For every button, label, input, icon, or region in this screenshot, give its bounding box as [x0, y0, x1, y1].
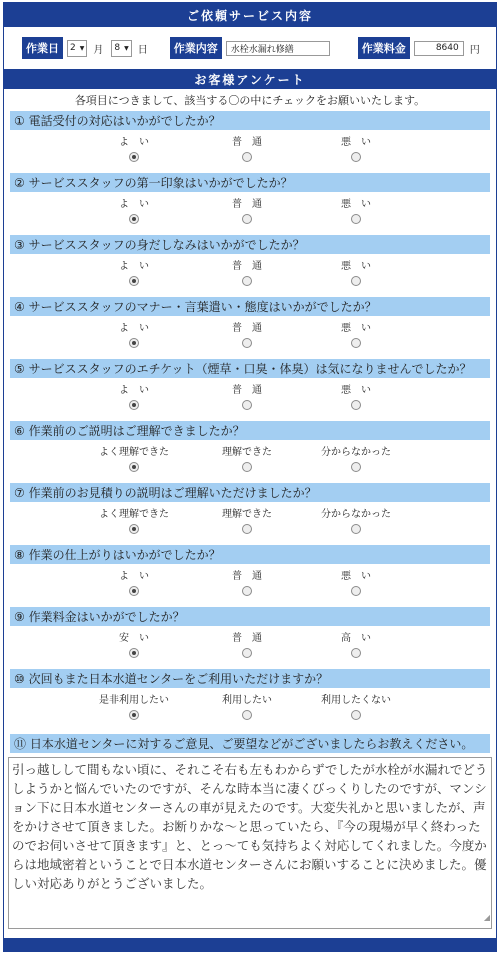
radio-group: [4, 688, 496, 728]
survey-instruction: 各項目につきまして、該当する〇の中にチェックをお願いいたします。: [74, 94, 426, 107]
radio-option[interactable]: [74, 136, 194, 162]
radio-label: 悪 い: [341, 199, 371, 210]
question-11-text: ⑪ 日本水道センターに対するご意見、ご要望などがございましたらお教えください。: [10, 734, 490, 753]
radio-label: 悪 い: [341, 137, 371, 148]
radio-button[interactable]: [129, 152, 139, 162]
day-value: 8: [114, 43, 121, 53]
radio-label: よ い: [119, 137, 149, 148]
radio-option[interactable]: [296, 198, 416, 224]
question-2: [4, 173, 496, 235]
radio-group: [4, 440, 496, 480]
radio-label: よく理解できた: [99, 509, 169, 520]
date-label: 作業日: [22, 37, 63, 59]
question-text: ⑧ 作業の仕上がりはいかがでしたか？: [10, 545, 490, 564]
radio-option[interactable]: [187, 384, 307, 410]
footer-bar: [4, 938, 496, 951]
fee-unit: 円: [469, 44, 480, 56]
month-select[interactable]: [67, 40, 87, 57]
radio-group: [4, 316, 496, 356]
question-5: [4, 359, 496, 421]
day-select[interactable]: [111, 40, 131, 57]
radio-button[interactable]: [351, 152, 361, 162]
radio-option[interactable]: [187, 446, 307, 472]
question-text: ⑦ 作業前のお見積りの説明はご理解いただけましたか？: [10, 483, 490, 502]
radio-option[interactable]: [187, 260, 307, 286]
radio-group: [4, 130, 496, 170]
radio-option[interactable]: [296, 632, 416, 658]
radio-label: 悪 い: [341, 323, 371, 334]
radio-button[interactable]: [351, 710, 361, 720]
radio-label: よ い: [119, 261, 149, 272]
radio-option[interactable]: [187, 694, 307, 720]
radio-option[interactable]: [187, 570, 307, 596]
radio-button[interactable]: [242, 648, 252, 658]
radio-group: [4, 502, 496, 542]
radio-group: [4, 378, 496, 418]
radio-option[interactable]: [187, 136, 307, 162]
radio-option[interactable]: [296, 384, 416, 410]
radio-option[interactable]: [74, 632, 194, 658]
radio-button[interactable]: [242, 214, 252, 224]
question-6: [4, 421, 496, 483]
content-label: 作業内容: [170, 37, 222, 59]
radio-button[interactable]: [129, 586, 139, 596]
radio-label: 普 通: [232, 385, 262, 396]
service-row: [4, 27, 496, 69]
radio-label: 分からなかった: [321, 509, 391, 520]
radio-option[interactable]: [74, 384, 194, 410]
survey-header: [4, 69, 496, 89]
radio-label: 悪 い: [341, 385, 371, 396]
question-text: ⑤ サービススタッフのエチケット（煙草・口臭・体臭）は気になりませんでしたか？: [10, 359, 490, 378]
radio-label: 高 い: [341, 633, 371, 644]
radio-option[interactable]: [187, 632, 307, 658]
question-list: [4, 111, 496, 731]
radio-label: 利用したい: [222, 695, 272, 706]
day-unit: 日: [137, 44, 148, 56]
question-text: ⑥ 作業前のご説明はご理解できましたか？: [10, 421, 490, 440]
radio-button[interactable]: [242, 462, 252, 472]
radio-label: よ い: [119, 385, 149, 396]
radio-group: [4, 192, 496, 232]
radio-button[interactable]: [351, 648, 361, 658]
radio-option[interactable]: [187, 508, 307, 534]
radio-label: 普 通: [232, 323, 262, 334]
fee-field[interactable]: 8640: [414, 41, 464, 56]
question-1: [4, 111, 496, 173]
question-10: [4, 669, 496, 731]
radio-label: よ い: [119, 571, 149, 582]
fee-label: 作業料金: [358, 37, 410, 59]
radio-label: 安 い: [119, 633, 149, 644]
month-unit: 月: [93, 44, 104, 56]
radio-button[interactable]: [242, 586, 252, 596]
radio-button[interactable]: [351, 462, 361, 472]
question-text: ④ サービススタッフのマナー・言葉遣い・態度はいかがでしたか？: [10, 297, 490, 316]
service-header-title: ご依頼サービス内容: [186, 8, 313, 23]
radio-group: [4, 564, 496, 604]
month-value: 2: [70, 43, 76, 53]
survey-form: [3, 2, 497, 952]
survey-title: お客様アンケート: [194, 72, 306, 87]
service-header: [4, 3, 496, 27]
radio-label: 悪 い: [341, 571, 371, 582]
radio-option[interactable]: [296, 322, 416, 348]
chevron-down-icon: ▼: [79, 44, 85, 52]
radio-label: 利用したくない: [321, 695, 391, 706]
radio-button[interactable]: [129, 710, 139, 720]
radio-button[interactable]: [242, 524, 252, 534]
radio-button[interactable]: [351, 214, 361, 224]
question-3: [4, 235, 496, 297]
radio-label: 普 通: [232, 137, 262, 148]
content-field[interactable]: 水栓水漏れ修繕: [226, 41, 330, 56]
radio-button[interactable]: [129, 276, 139, 286]
radio-option[interactable]: [74, 570, 194, 596]
radio-option[interactable]: [74, 446, 194, 472]
radio-label: 普 通: [232, 633, 262, 644]
radio-option[interactable]: [296, 260, 416, 286]
question-9: [4, 607, 496, 669]
radio-button[interactable]: [242, 152, 252, 162]
radio-option[interactable]: [296, 508, 416, 534]
radio-label: 理解できた: [222, 447, 272, 458]
radio-label: 分からなかった: [321, 447, 391, 458]
question-text: ② サービススタッフの第一印象はいかがでしたか？: [10, 173, 490, 192]
radio-option[interactable]: [74, 198, 194, 224]
radio-label: 普 通: [232, 199, 262, 210]
radio-label: 理解できた: [222, 509, 272, 520]
radio-label: よ い: [119, 199, 149, 210]
radio-button[interactable]: [351, 338, 361, 348]
radio-option[interactable]: [296, 570, 416, 596]
radio-label: 是非利用したい: [99, 695, 169, 706]
radio-option[interactable]: [296, 694, 416, 720]
radio-label: 普 通: [232, 571, 262, 582]
radio-button[interactable]: [129, 462, 139, 472]
question-4: [4, 297, 496, 359]
radio-option[interactable]: [187, 198, 307, 224]
radio-option[interactable]: [74, 508, 194, 534]
radio-button[interactable]: [242, 338, 252, 348]
question-text: ③ サービススタッフの身だしなみはいかがでしたか？: [10, 235, 490, 254]
radio-label: 悪 い: [341, 261, 371, 272]
radio-option[interactable]: [296, 136, 416, 162]
question-7: [4, 483, 496, 545]
radio-option[interactable]: [296, 446, 416, 472]
radio-option[interactable]: [187, 322, 307, 348]
radio-label: 普 通: [232, 261, 262, 272]
radio-option[interactable]: [74, 322, 194, 348]
comment-text: 引っ越しして間もない頃に、それこそ右も左もわからずでしたが水栓が水漏れでどうしようかと悩んでいたのですが、そんな時本当に凄くびっくりしたのですが、マンション下に日本水道センターさんの車が見えたのです。大変失礼かと思いましたが、声をかけさせて頂きました。お断りかな～と思っていたら、『今の現場が早く終わったのでお伺いさせて頂きます』と、とっ～ても気持ちよく対応してくれました。今度からは地域密着ということで日本水道センターさんにお願いすることに決めました。優しい対応ありがとうございました。: [12, 762, 488, 891]
radio-button[interactable]: [129, 338, 139, 348]
radio-label: よ い: [119, 323, 149, 334]
radio-button[interactable]: [242, 400, 252, 410]
radio-button[interactable]: [129, 400, 139, 410]
chevron-down-icon: ▼: [124, 44, 129, 52]
radio-group: [4, 254, 496, 294]
radio-button[interactable]: [351, 524, 361, 534]
radio-button[interactable]: [351, 400, 361, 410]
radio-label: よく理解できた: [99, 447, 169, 458]
radio-button[interactable]: [351, 586, 361, 596]
question-text: ⑨ 作業料金はいかがでしたか？: [10, 607, 490, 626]
radio-option[interactable]: [74, 260, 194, 286]
question-11: [4, 731, 496, 753]
comment-textarea[interactable]: [8, 757, 492, 929]
question-8: [4, 545, 496, 607]
resize-grip-icon[interactable]: ◢: [483, 913, 490, 922]
radio-group: [4, 626, 496, 666]
radio-button[interactable]: [129, 214, 139, 224]
radio-button[interactable]: [129, 648, 139, 658]
radio-option[interactable]: [74, 694, 194, 720]
radio-button[interactable]: [129, 524, 139, 534]
radio-button[interactable]: [351, 276, 361, 286]
question-text: ① 電話受付の対応はいかがでしたか？: [10, 111, 490, 130]
radio-button[interactable]: [242, 710, 252, 720]
question-text: ⑩ 次回もまた日本水道センターをご利用いただけますか？: [10, 669, 490, 688]
radio-button[interactable]: [242, 276, 252, 286]
